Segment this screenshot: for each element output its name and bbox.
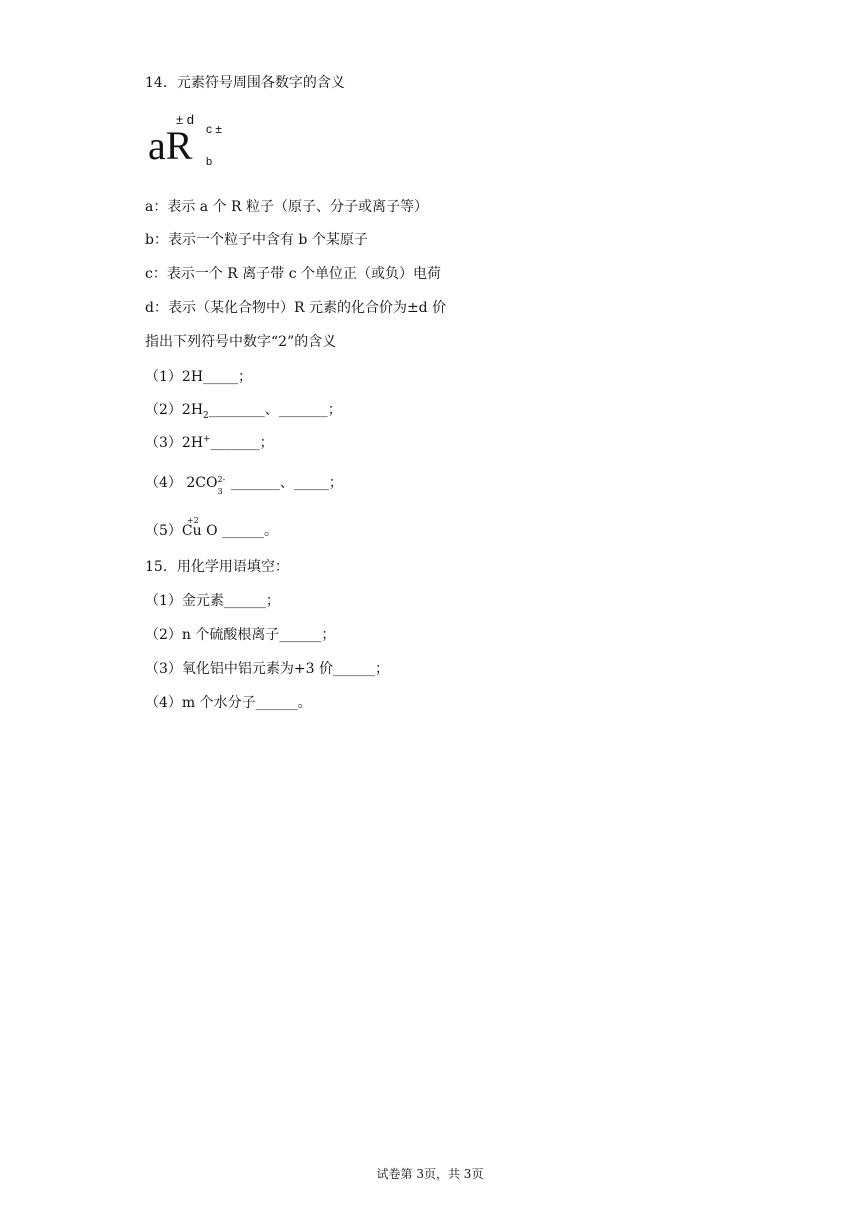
page-footer: 试卷第 3页，共 3页 [376, 1167, 484, 1181]
instruction: 指出下列符号中数字“2”的含义 [145, 334, 337, 350]
q14-item-4 [145, 474, 343, 496]
q14-item-3 [145, 434, 274, 452]
q15-item-2: （2）n 个硫酸根离子______； [145, 627, 336, 643]
item-5-prefix: （5） [145, 523, 182, 539]
item-4-prefix: （4） 2CO [145, 475, 218, 491]
item-2-sub: 2 [203, 410, 209, 421]
item-4-sub: 3 [217, 487, 223, 496]
item-5-cu: Cu [181, 523, 202, 539]
q14-item-5 [145, 516, 279, 540]
element-symbol-figure [148, 112, 238, 174]
meaning-c: c：表示一个 R 离子带 c 个单位正（或负）电荷 [145, 266, 442, 282]
item-4-blank: _______、_____； [226, 475, 343, 491]
q15-item-1: （1）金元素______； [145, 593, 280, 609]
item-2-prefix: （2）2H [145, 402, 204, 418]
q15-item-4: （4）m 个水分子______。 [145, 695, 312, 711]
meaning-a: a：表示 a 个 R 粒子（原子、分子或离子等） [145, 199, 429, 215]
item-4-sup: 2- [217, 475, 226, 484]
item-1-prefix: （1）2H [145, 369, 204, 385]
figure-main-symbol: aR [148, 123, 193, 168]
q15-title: 15．用化学用语填空： [145, 559, 289, 575]
item-5-valence: +2 [186, 516, 199, 525]
q14-title: 14．元素符号周围各数字的含义 [145, 75, 345, 91]
figure-right-label: c ± [206, 122, 222, 136]
figure-top-label: ± d [176, 112, 194, 127]
meaning-d: d：表示（某化合物中）R 元素的化合价为±d 价 [145, 300, 447, 316]
item-1-blank: _____； [203, 369, 253, 385]
item-2-blank: ________、_______； [208, 402, 342, 418]
item-5-blank: ______。 [217, 523, 279, 539]
meaning-b: b：表示一个粒子中含有 b 个某原子 [145, 232, 368, 248]
figure-sub-label: b [206, 156, 213, 168]
q14-item-2 [145, 401, 342, 419]
q14-item-1 [145, 368, 252, 386]
item-5-o: O [201, 523, 218, 539]
item-3-blank: _______； [210, 435, 274, 451]
item-3-sup: + [203, 434, 211, 445]
q15-item-3: （3）氧化铝中铝元素为+3 价______； [145, 661, 389, 677]
item-3-prefix: （3）2H [145, 435, 204, 451]
